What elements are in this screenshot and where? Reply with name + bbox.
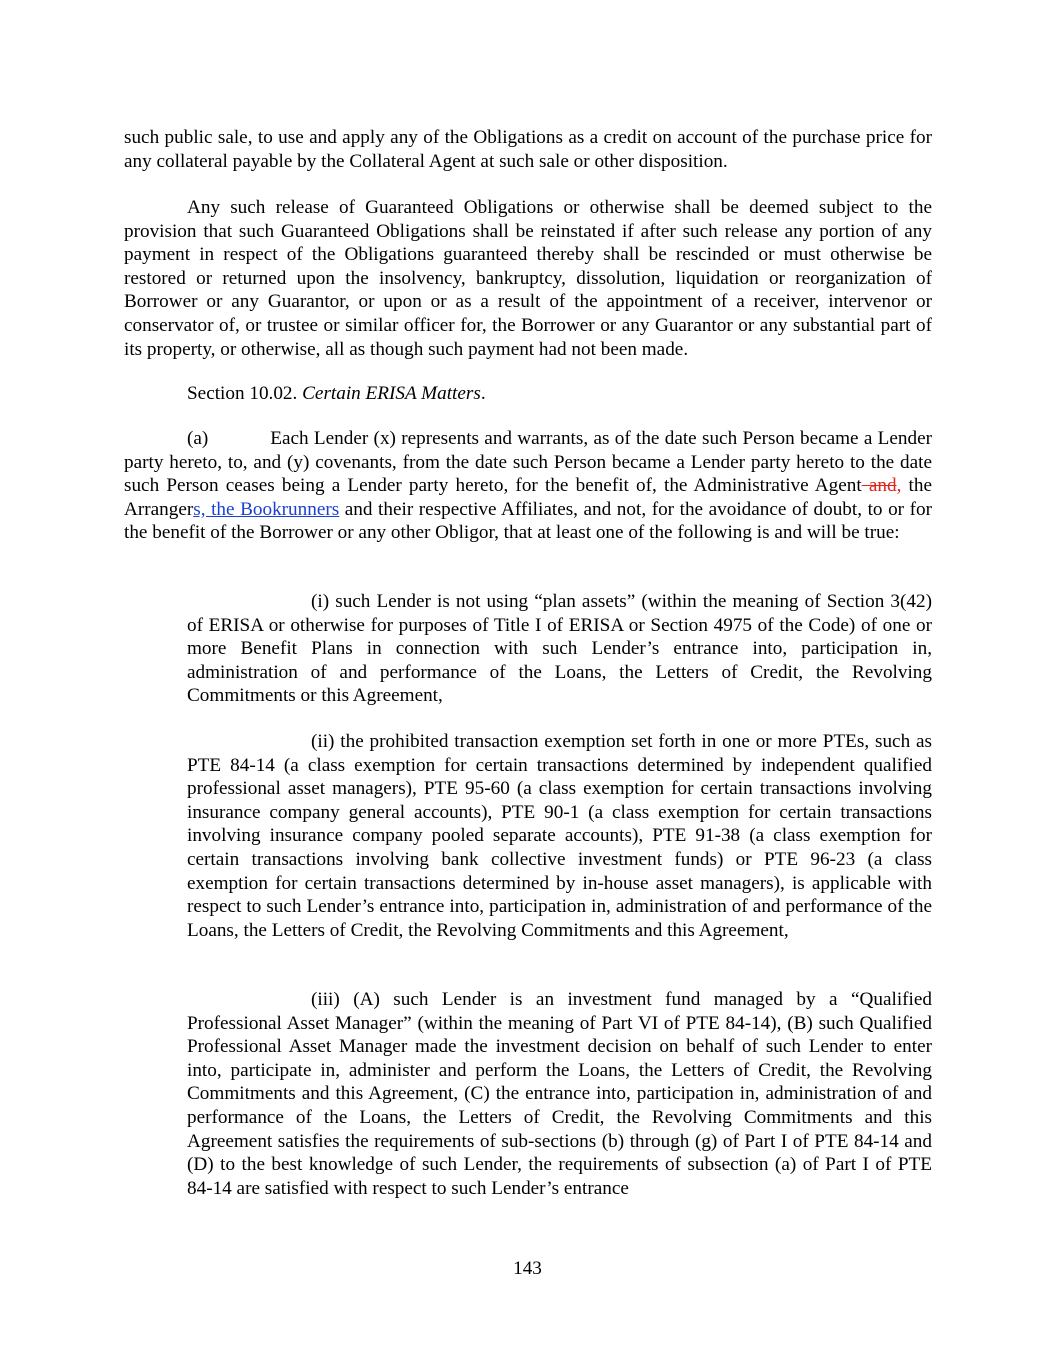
clause-a-text-2: the Arranger xyxy=(124,475,932,520)
section-period: . xyxy=(480,383,486,404)
section-title: Certain ERISA Matters xyxy=(302,383,481,404)
inserted-comma: , xyxy=(896,475,902,497)
section-number: Section 10.02. xyxy=(187,383,303,404)
paragraph-continuation: such public sale, to use and apply any of the Obligations as a credit on account of the purchase price for any collateral payable by the Collateral Agent at such sale or other disposition. xyxy=(124,127,932,172)
page-number: 143 xyxy=(513,1258,542,1279)
deleted-text: and xyxy=(861,475,897,497)
clause-a-label: (a) xyxy=(187,428,209,449)
inserted-text: s, the Bookrunners xyxy=(193,498,340,520)
paragraph-release-guaranteed-obligations: Any such release of Guaranteed Obligations or otherwise shall be deemed subject to the provision that such Guaranteed Obligations shall be reinstated if after such release any portion of any payment in respect of the Obligations guaranteed thereby shall be rescinded or must otherwise be restored or returned upon the insolvency, bankruptcy, dissolution, liquidation or reorganization of Borrower or any Guarantor, or upon or as a result of the appointment of a receiver, intervenor or conservator of, or trustee or similar officer for, the Borrower or any Guarantor or any substantial part of its property, or otherwise, all as though such payment had not been made. xyxy=(124,197,932,360)
clause-a xyxy=(124,427,932,545)
clause-a-text-1: Each Lender (x) represents and warrants, as of the date such Person became a Lender party hereto, to, and (y) covenants, from the date such Person became a Lender party hereto to the date such Person ceases being a Lender party hereto, for the benefit of, the Administrative Agent xyxy=(124,428,932,497)
sub-item-i: (i) such Lender is not using “plan assets” (within the meaning of Section 3(42) of ERISA or otherwise for purposes of Title I of ERISA or Section 4975 of the Code) of one or more Benefit Plans in connection with such Lender’s entrance into, participation in, administration of and performance of the Loans, the Letters of Credit, the Revolving Commitments or this Agreement, xyxy=(187,591,932,707)
section-heading xyxy=(124,382,932,406)
sub-item-ii: (ii) the prohibited transaction exemption set forth in one or more PTEs, such as PTE 84-14 (a class exemption for certain transactions determined by independent qualified professional asset managers), PTE 95-60 (a class exemption for certain transactions involving insurance company general accounts), PTE 90-1 (a class exemption for certain transactions involving insurance company pooled separate accounts), PTE 91-38 (a class exemption for certain transactions involving bank collective investment funds) or PTE 96-23 (a class exemption for certain transactions determined by in-house asset managers), is applicable with respect to such Lender’s entrance into, participation in, administration of and performance of the Loans, the Letters of Credit, the Revolving Commitments and this Agreement, xyxy=(187,731,932,941)
sub-item-iii: (iii) (A) such Lender is an investment fund managed by a “Qualified Professional Asset Manager” (within the meaning of Part VI of PTE 84-14), (B) such Qualified Professional Asset Manager made the investment decision on behalf of such Lender to enter into, participate in, administer and perform the Loans, the Letters of Credit, the Revolving Commitments and this Agreement, (C) the entrance into, participation in, administration of and performance of the Loans, the Letters of Credit, the Revolving Commitments and this Agreement satisfies the requirements of sub-sections (b) through (g) of Part I of PTE 84-14 and (D) to the best knowledge of such Lender, the requirements of subsection (a) of Part I of PTE 84-14 are satisfied with respect to such Lender’s entrance xyxy=(187,989,932,1199)
clause-a-text-3: and their respective Affiliates, and not, for the avoidance of doubt, to or for the benefit of the Borrower or any other Obligor, that at least one of the following is and will be true: xyxy=(124,498,933,544)
